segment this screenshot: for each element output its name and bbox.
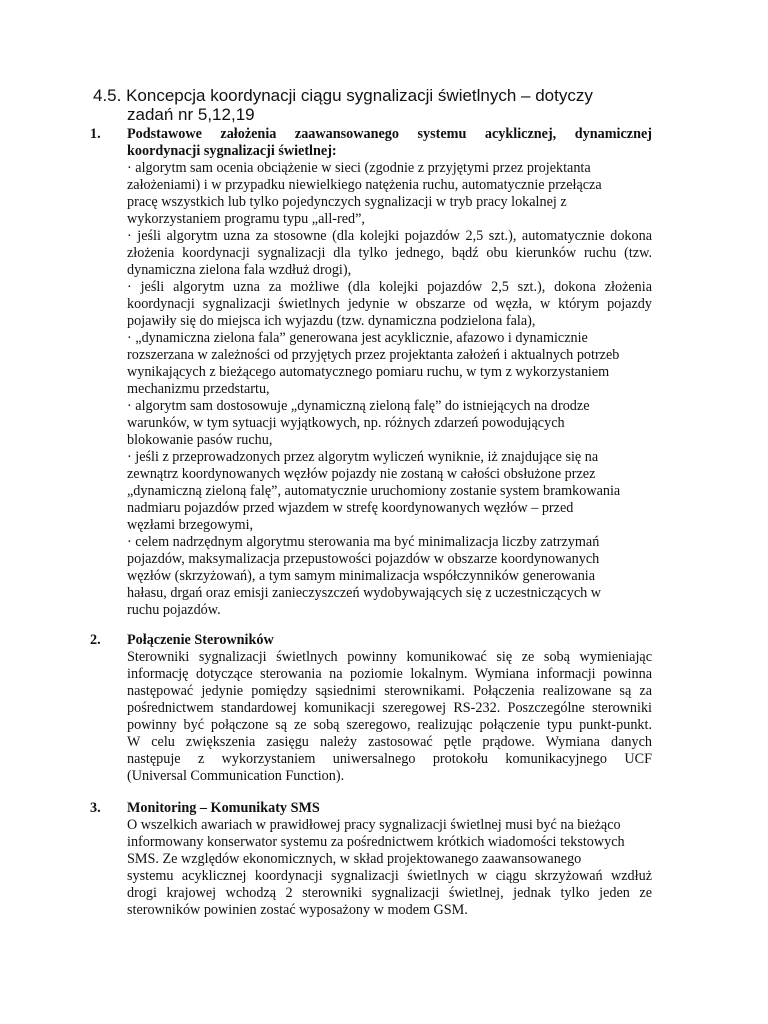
text-line: sterowników powinien zostać wyposażony w modem GSM. (127, 902, 468, 918)
text-line: · jeśli algorytm uzna za stosowne (dla kolejki pojazdów 2,5 szt.), automatycznie dokona (127, 228, 652, 244)
text-line: złożenia koordynacji sygnalizacji dla tylko jednego, bądź obu kierunków ruchu (tzw. (127, 245, 652, 261)
text-line: W celu zwiększenia zasięgu należy zastosować pętle prądowe. Wymiana danych (127, 734, 652, 750)
text-line: warunków, w tym sytuacji wyjątkowych, np. różnych zdarzeń powodujących (127, 415, 565, 431)
section-3 (90, 800, 652, 919)
text-line: rozszerzana w zależności od przyjętych przez projektanta założeń i aktualnych potrzeb (127, 347, 620, 363)
text-line: hałasu, drgań oraz emisji zanieczyszczeń wydobywających się z uczestniczących w (127, 585, 602, 601)
text-line: pośrednictwem standardowej komunikacji szeregowej RS-232. Poszczególne sterowniki (127, 700, 652, 716)
section-title: Podstawowe założenia zaawansowanego systemu acyklicznej, dynamicznej (127, 126, 652, 142)
text-line: blokowanie pasów ruchu, (127, 432, 273, 448)
text-line: drogi krajowej wchodzą 2 sterowniki sygnalizacji świetlnej, jednak tylko jeden ze (127, 885, 652, 901)
text-line: SMS. Ze względów ekonomicznych, w skład projektowanego zaawansowanego (127, 851, 582, 867)
text-line: koordynacji sygnalizacji świetlnych jedynie w obszarze od węzła, w którym pojazdy (127, 296, 652, 312)
text-line: nadmiaru pojazdów przed wjazdem w strefę koordynowanych węzłów – przed (127, 500, 574, 516)
section-heading (93, 86, 693, 124)
heading-line: 4.5. Koncepcja koordynacji ciągu sygnalizacji świetlnych – dotyczy (93, 86, 593, 105)
section-1 (90, 126, 652, 619)
text-line: „dynamiczną zieloną falę”, automatycznie uruchomiony zostanie system bramkowania (127, 483, 621, 499)
text-line: ruchu pojazdów. (127, 602, 221, 618)
text-line: O wszelkich awariach w prawidłowej pracy sygnalizacji świetlnej musi być na bieżąco (127, 817, 621, 833)
text-line: wynikających z bieżącego automatycznego pomiaru ruchu, w tym z wykorzystaniem (127, 364, 610, 380)
section-title: koordynacji sygnalizacji świetlnej: (127, 143, 337, 159)
section-title: Monitoring – Komunikaty SMS (127, 800, 320, 816)
section-number: 1. (90, 126, 101, 142)
text-line: wykorzystaniem programu typu „all-red”, (127, 211, 365, 227)
text-line: · „dynamiczna zielona fala” generowana jest acyklicznie, afazowo i dynamicznie (127, 330, 588, 346)
text-line: zewnątrz koordynowanych węzłów pojazdy nie zostaną w całości obsłużone przez (127, 466, 596, 482)
text-line: (Universal Communication Function). (127, 768, 345, 784)
text-line: · algorytm sam ocenia obciążenie w sieci (zgodnie z przyjętymi przez projektanta (127, 160, 591, 176)
text-line: pojazdów, maksymalizacja przepustowości pojazdów w obszarze koordynowanych (127, 551, 600, 567)
section-number: 3. (90, 800, 101, 816)
text-line: · celem nadrzędnym algorytmu sterowania ma być minimalizacja liczby zatrzymań (127, 534, 600, 550)
text-line: systemu acyklicznej koordynacji sygnalizacji świetlnych w ciągu skrzyżowań wzdłuż (127, 868, 652, 884)
text-line: powinny być połączone są ze sobą szeregowo, realizując połączenie typu punkt-punkt. (127, 717, 652, 733)
text-line: · jeśli algorytm uzna za możliwe (dla kolejki pojazdów 2,5 szt.), dokona złożenia (127, 279, 652, 295)
text-line: · jeśli z przeprowadzonych przez algorytm wyliczeń wyniknie, iż znajdujące się na (127, 449, 599, 465)
heading-line: zadań nr 5,12,19 (127, 105, 255, 124)
text-line: pracę wszystkich lub tylko pojedynczych sygnalizacji w tryb pracy lokalnej z (127, 194, 567, 210)
text-line: węzłami brzegowymi, (127, 517, 254, 533)
text-line: następować jedynie pomiędzy sąsiednimi sterownikami. Połączenia realizowane są za (127, 683, 652, 699)
text-line: węzłów (skrzyżowań), a tym samym minimalizacja współczynników generowania (127, 568, 596, 584)
text-line: założeniami) i w przypadku niewielkiego natężenia ruchu, automatycznie przełącza (127, 177, 602, 193)
text-line: informowany konserwator systemu za pośrednictwem krótkich wiadomości tekstowych (127, 834, 625, 850)
text-line: dynamiczna zielona fala wzdłuż drogi), (127, 262, 352, 278)
text-line: pojawiły się do miejsca ich wyjazdu (tzw. dynamiczna podzielona fala), (127, 313, 536, 329)
text-line: Sterowniki sygnalizacji świetlnych powinny komunikować się ze sobą wymieniając (127, 649, 652, 665)
section-2 (90, 632, 652, 785)
text-line: informację dotyczące sterowania na poziomie lokalnym. Wymiana informacji powinna (127, 666, 652, 682)
text-line: · algorytm sam dostosowuje „dynamiczną zieloną falę” do istniejących na drodze (127, 398, 590, 414)
text-line: następuje z wykorzystaniem uniwersalnego protokołu komunikacyjnego UCF (127, 751, 652, 767)
section-title: Połączenie Sterowników (127, 632, 274, 648)
text-line: mechanizmu przedstartu, (127, 381, 270, 397)
section-number: 2. (90, 632, 101, 648)
